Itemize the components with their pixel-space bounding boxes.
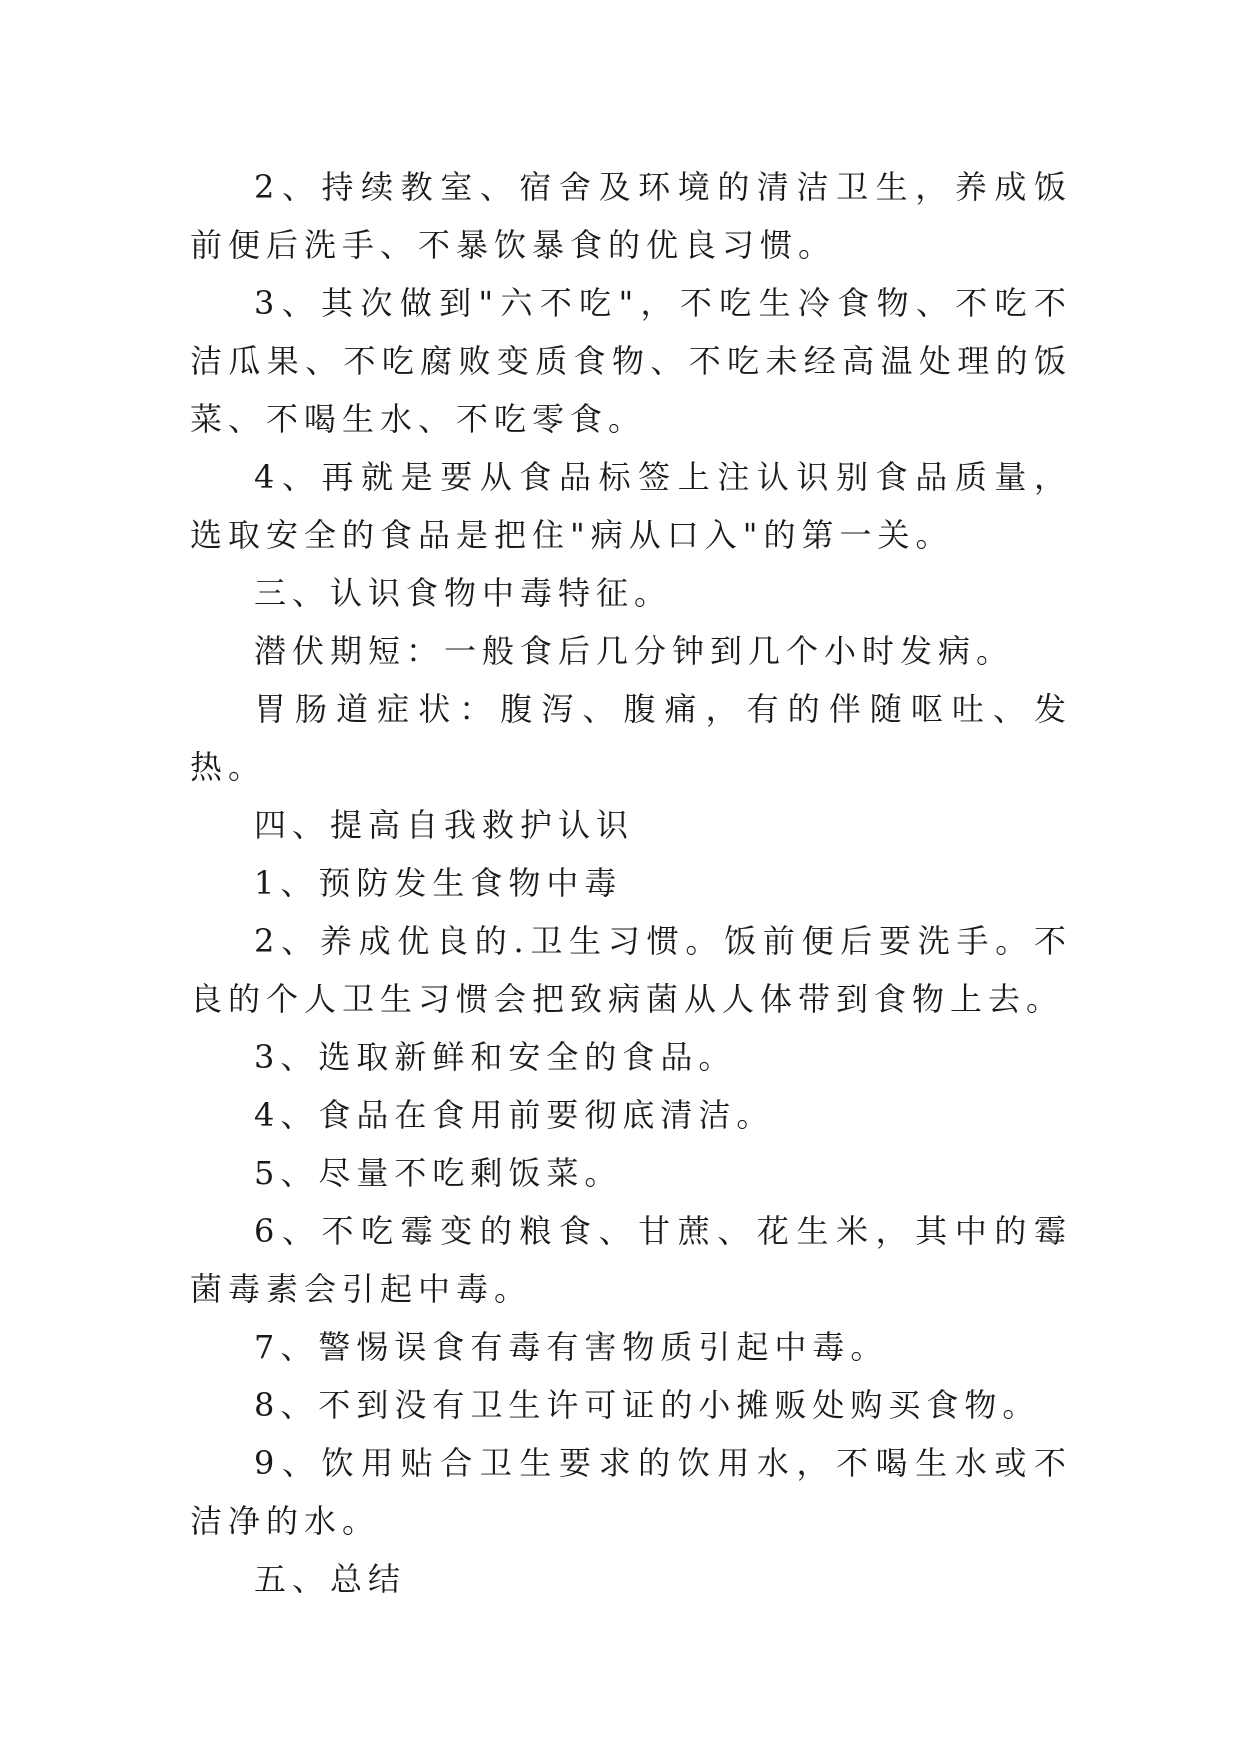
section-heading-4: 四、提高自我救护认识 (254, 806, 635, 844)
list-item-3: 3、选取新鲜和安全的食品。 (254, 1038, 737, 1076)
paragraph-item-2-hygiene: 2、持续教室、宿舍及环境的清洁卫生，养成饭前便后洗手、不暴饮暴食的优良习惯。 (190, 168, 1072, 264)
list-item-4: 4、食品在食用前要彻底清洁。 (254, 1096, 775, 1134)
paragraph-incubation: 潜伏期短：一般食后几分钟到几个小时发病。 (254, 632, 1015, 670)
paragraph-item-4-food-labels: 4、再就是要从食品标签上注认识别食品质量，选取安全的食品是把住"病从口入"的第一关。 (190, 458, 1072, 554)
paragraph-item-3-six-donts: 3、其次做到"六不吃"，不吃生冷食物、不吃不洁瓜果、不吃腐败变质食物、不吃未经高温处理的饭菜、不喝生水、不吃零食。 (190, 284, 1072, 438)
list-item-9: 9、饮用贴合卫生要求的饮用水，不喝生水或不洁净的水。 (190, 1444, 1072, 1540)
list-item-8: 8、不到没有卫生许可证的小摊贩处购买食物。 (254, 1386, 1041, 1424)
paragraph-gi-symptoms: 胃肠道症状：腹泻、腹痛，有的伴随呕吐、发热。 (190, 690, 1072, 786)
list-item-5: 5、尽量不吃剩饭菜。 (254, 1154, 623, 1192)
list-item-6: 6、不吃霉变的粮食、甘蔗、花生米，其中的霉菌毒素会引起中毒。 (190, 1212, 1072, 1308)
list-item-1: 1、预防发生食物中毒 (254, 864, 623, 902)
section-heading-5: 五、总结 (254, 1560, 407, 1598)
section-heading-3: 三、认识食物中毒特征。 (254, 574, 673, 612)
list-item-7: 7、警惕误食有毒有害物质引起中毒。 (254, 1328, 889, 1366)
document-body (190, 158, 1072, 1608)
list-item-2: 2、养成优良的.卫生习惯。饭前便后要洗手。不良的个人卫生习惯会把致病菌从人体带到食物上去。 (190, 922, 1072, 1018)
